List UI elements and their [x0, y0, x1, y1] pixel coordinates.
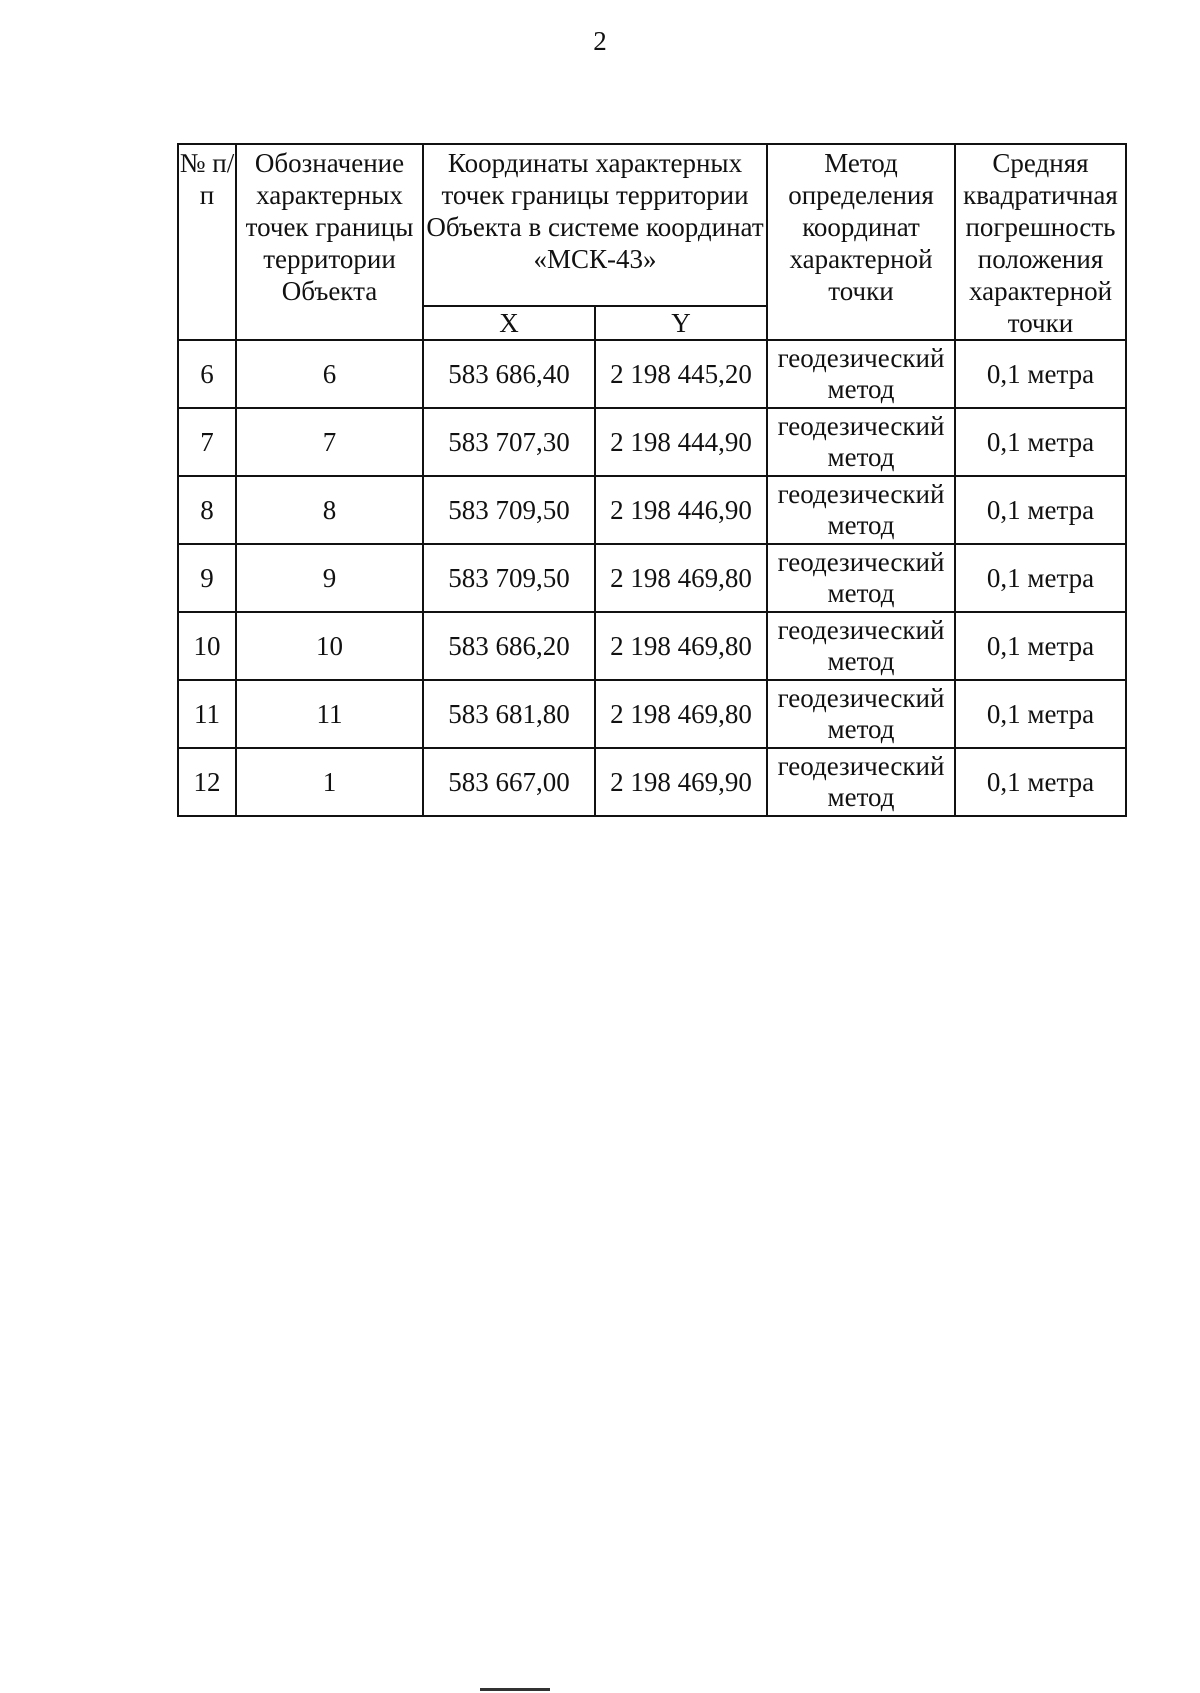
header-designation: Обозначение характерных точек границы территории Объекта	[236, 144, 423, 340]
cell-point: 9	[236, 544, 423, 612]
cell-error: 0,1 метра	[955, 408, 1126, 476]
table-header	[178, 144, 1126, 340]
cell-x: 583 709,50	[423, 476, 595, 544]
cell-x: 583 686,20	[423, 612, 595, 680]
cell-y: 2 198 446,90	[595, 476, 767, 544]
cell-error: 0,1 метра	[955, 544, 1126, 612]
footer-scan-mark	[480, 1688, 550, 1691]
cell-x: 583 709,50	[423, 544, 595, 612]
cell-num: 9	[178, 544, 236, 612]
header-x: X	[423, 306, 595, 340]
cell-num: 10	[178, 612, 236, 680]
table-row	[178, 476, 1126, 544]
cell-y: 2 198 469,90	[595, 748, 767, 816]
cell-error: 0,1 метра	[955, 476, 1126, 544]
table-body	[178, 340, 1126, 816]
cell-y: 2 198 469,80	[595, 680, 767, 748]
header-y: Y	[595, 306, 767, 340]
cell-point: 10	[236, 612, 423, 680]
page-number: 2	[593, 26, 607, 56]
cell-num: 6	[178, 340, 236, 408]
cell-method: геодезический метод	[767, 476, 955, 544]
cell-point: 7	[236, 408, 423, 476]
cell-y: 2 198 445,20	[595, 340, 767, 408]
cell-x: 583 707,30	[423, 408, 595, 476]
cell-num: 7	[178, 408, 236, 476]
cell-error: 0,1 метра	[955, 748, 1126, 816]
cell-error: 0,1 метра	[955, 680, 1126, 748]
cell-num: 12	[178, 748, 236, 816]
cell-num: 11	[178, 680, 236, 748]
cell-error: 0,1 метра	[955, 340, 1126, 408]
cell-y: 2 198 469,80	[595, 612, 767, 680]
cell-x: 583 686,40	[423, 340, 595, 408]
cell-y: 2 198 444,90	[595, 408, 767, 476]
header-error: Средняя квадратичная погрешность положения характерной точки	[955, 144, 1126, 340]
cell-method: геодезический метод	[767, 408, 955, 476]
header-num: № п/п	[178, 144, 236, 340]
table-row	[178, 408, 1126, 476]
header-coords: Координаты характерных точек границы территории Объекта в системе координат «МСК-43»	[423, 144, 767, 306]
cell-num: 8	[178, 476, 236, 544]
cell-error: 0,1 метра	[955, 612, 1126, 680]
table-row	[178, 748, 1126, 816]
table-row	[178, 680, 1126, 748]
cell-x: 583 667,00	[423, 748, 595, 816]
table-row	[178, 544, 1126, 612]
cell-method: геодезический метод	[767, 544, 955, 612]
cell-method: геодезический метод	[767, 680, 955, 748]
cell-method: геодезический метод	[767, 748, 955, 816]
cell-method: геодезический метод	[767, 340, 955, 408]
cell-x: 583 681,80	[423, 680, 595, 748]
table-row	[178, 612, 1126, 680]
cell-method: геодезический метод	[767, 612, 955, 680]
cell-point: 6	[236, 340, 423, 408]
coordinates-table	[177, 143, 1127, 817]
table-row	[178, 340, 1126, 408]
cell-point: 1	[236, 748, 423, 816]
header-method: Метод определения координат характерной точки	[767, 144, 955, 340]
cell-point: 11	[236, 680, 423, 748]
cell-point: 8	[236, 476, 423, 544]
cell-y: 2 198 469,80	[595, 544, 767, 612]
